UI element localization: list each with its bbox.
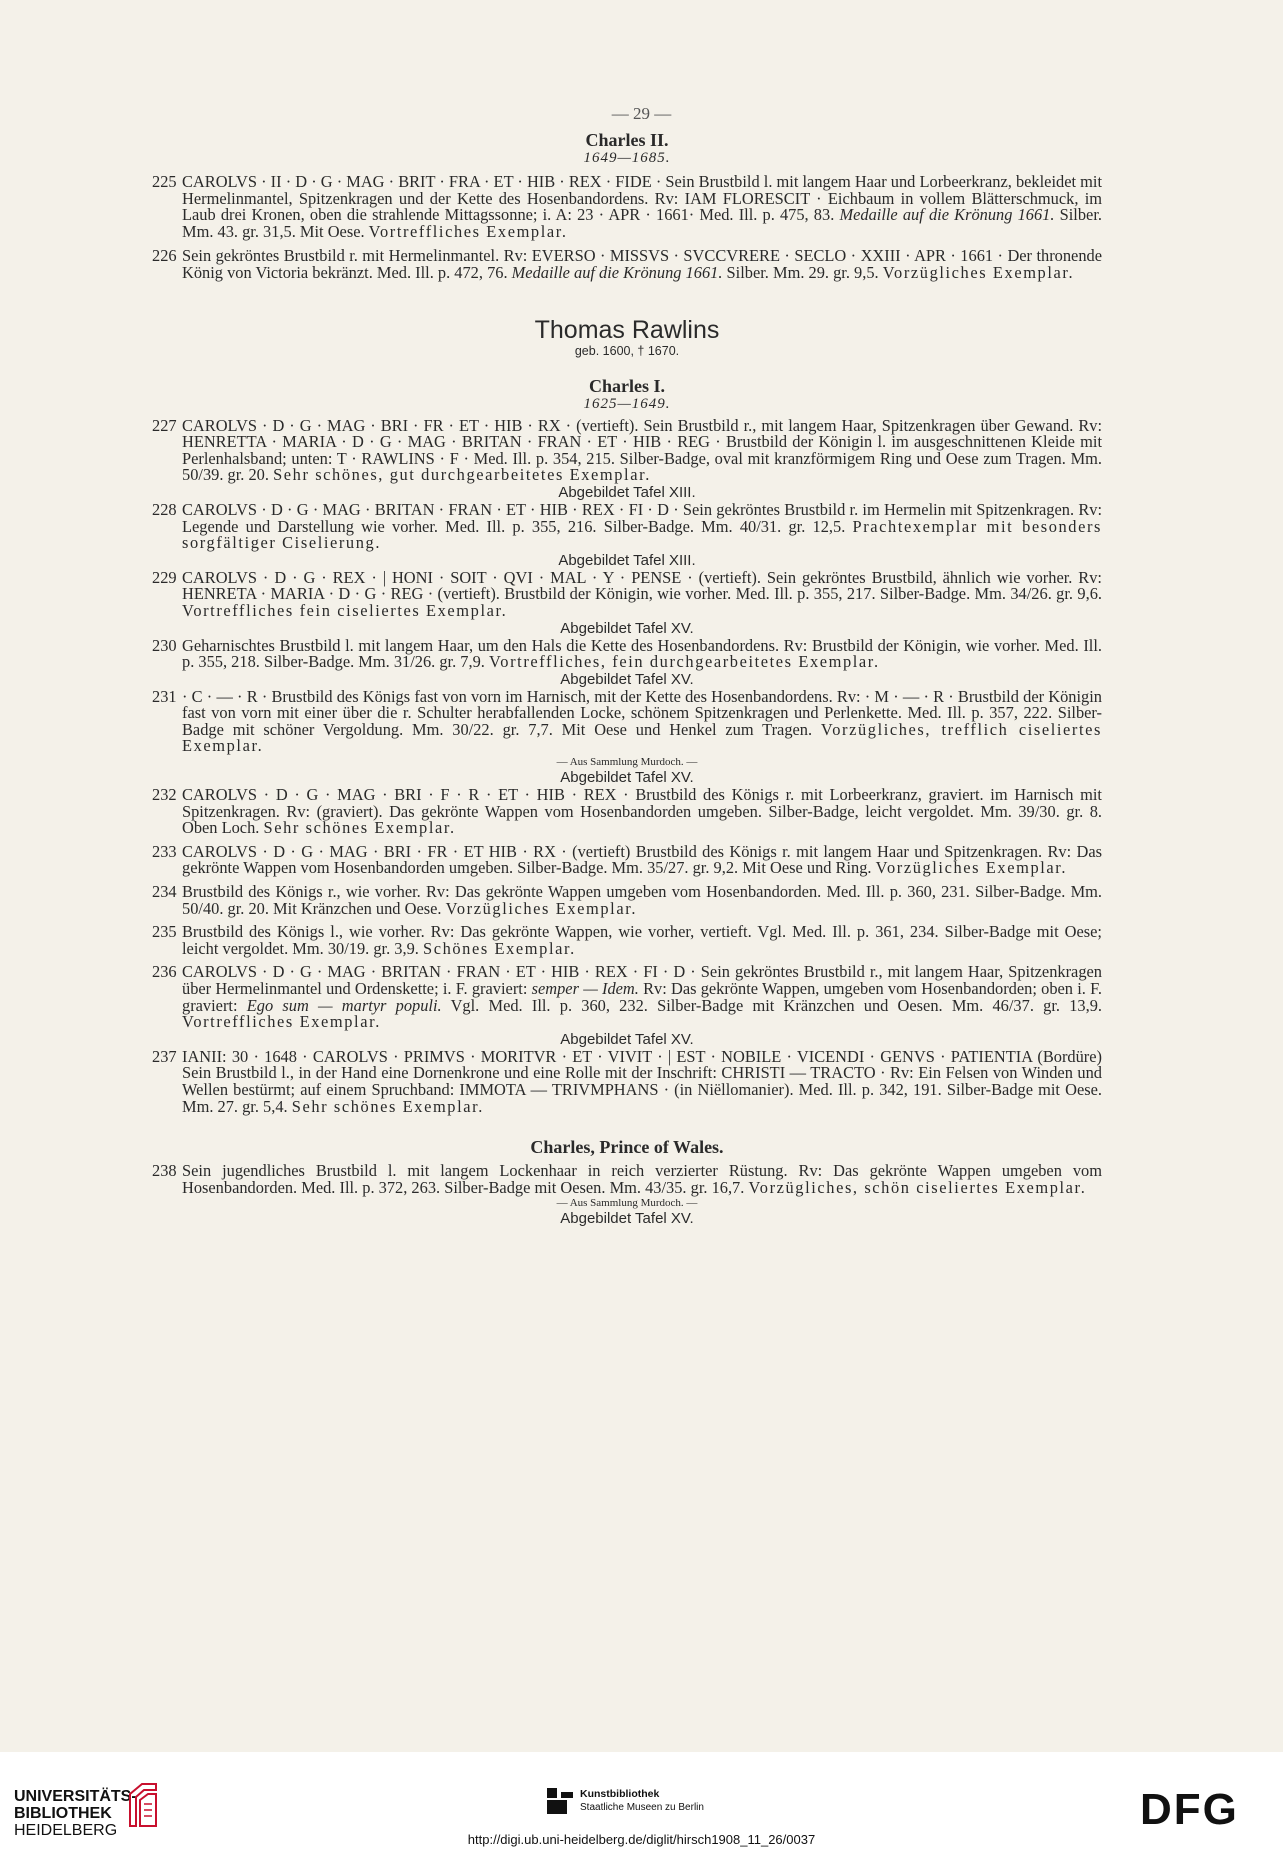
- plate-reference: Abgebildet Tafel XV.: [560, 670, 694, 688]
- plate-reference: Abgebildet Tafel XV.: [560, 1210, 694, 1228]
- page-number: — 29 —: [611, 104, 672, 123]
- catalog-entry-237: [152, 1046, 1102, 1116]
- entry-number: 231: [152, 686, 177, 706]
- catalog-entry-227: [152, 415, 1102, 485]
- entry-number: 238: [152, 1161, 177, 1181]
- dfg-logo: DFG: [1140, 1785, 1239, 1834]
- section-subtitle-rawlins: geb. 1600, † 1670.: [574, 343, 680, 358]
- entry-number: 234: [152, 882, 177, 902]
- section-title-thomas-rawlins: Thomas Rawlins: [534, 315, 720, 344]
- catalog-entry-230: [152, 635, 1102, 672]
- kunstbibliothek-text: Kunstbibliothek Staatliche Museen zu Berlin: [580, 1788, 704, 1813]
- kunstbibliothek-logo-icon: [547, 1788, 573, 1814]
- section-dates-charles-i: 1625—1649.: [583, 395, 671, 412]
- catalog-entry-231: [152, 686, 1102, 756]
- section-dates-charles-ii: 1649—1685.: [583, 150, 671, 166]
- catalog-entry-228: [152, 499, 1103, 553]
- catalog-content: [152, 100, 1102, 1228]
- section-title-charles-ii: Charles II.: [585, 130, 669, 150]
- plate-reference: Abgebildet Tafel XV.: [560, 619, 694, 637]
- catalog-entry-233: [152, 841, 1102, 878]
- entry-number: 228: [152, 499, 177, 519]
- provenance-note: — Aus Sammlung Murdoch. —: [556, 756, 698, 769]
- entry-number: 225: [152, 172, 177, 191]
- entry-number: 233: [152, 841, 177, 861]
- entry-number: 235: [152, 922, 177, 942]
- source-url[interactable]: http://digi.ub.uni-heidelberg.de/diglit/hirsch1908_11_26/0037: [467, 1832, 816, 1847]
- entry-number: 237: [152, 1046, 177, 1066]
- ub-heidelberg-logo-icon: [126, 1780, 158, 1828]
- entry-text: CAROLVS · D · G · MAG · BRITAN · FRAN · ET · HIB · REX · FI · D · Sein gekröntes Brustbild r. im Hermelin mit Spitzenkragen. Rv: Legende und Darstellung wie vorher. Med. Ill. p. 355, 216. Silber-Badge. Mm. 40/31. gr. 12,5. Prachtexemplar mit besonders sorgfältiger Ciselierung.: [182, 499, 1103, 553]
- catalog-entry-229: [152, 567, 1102, 620]
- ub-heidelberg-logo-text: UNIVERSITÄTS- BIBLIOTHEK HEIDELBERG: [14, 1788, 137, 1839]
- section-title-charles-i: Charles I.: [589, 375, 665, 396]
- entry-number: 227: [152, 415, 177, 435]
- catalog-entry-234: [152, 884, 1102, 917]
- entry-number: 236: [152, 962, 177, 982]
- entry-text: CAROLVS · D · G · MAG · BRI · F · R · ET · HIB · REX · Brustbild des Königs r. mit Lorbeerkranz, graviert. im Harnisch mit Spitzenkragen. Rv: (graviert). Das gekrönte Wappen vom Hosenbandorden umgeben. Silber-Badge, leicht vergoldet. Mm. 39/30. gr. 8. Oben Loch. Sehr schönes Exemplar.: [182, 785, 1102, 838]
- plate-reference: Abgebildet Tafel XV.: [560, 1030, 694, 1048]
- entry-text: IANII: 30 · 1648 · CAROLVS · PRIMVS · MORITVR · ET · VIVIT · | EST · NOBILE · VICENDI · GENVS · PATIENTIA (Bordüre) Sein Brustbild l., in der Hand eine Dornenkrone und eine Rolle mit der Inschrift: CHRISTI — TRACTO · Rv: Ein Felsen von Winden und Wellen bestürmt; auf einem Spruchband: IMMOTA — TRIVMPHANS · (in Niëllomanier). Med. Ill. p. 342, 191. Silber-Badge mit Oese. Mm. 27. gr. 5,4. Sehr schönes Exemplar.: [182, 1046, 1102, 1116]
- plate-reference: Abgebildet Tafel XIII.: [558, 551, 696, 569]
- entry-text: Sein gekröntes Brustbild r. mit Hermelinmantel. Rv: EVERSO · MISSVS · SVCCVRERE · SECLO · XXIII · APR · 1661 · Der thronende König von Victoria bekränzt. Med. Ill. p. 472, 76. Medaille auf die Krönung 1661. Silber. Mm. 29. gr. 9,5. Vorzügliches Exemplar.: [182, 246, 1102, 282]
- entry-text: Brustbild des Königs l., wie vorher. Rv: Das gekrönte Wappen, wie vorher, vertieft. Vgl. Med. Ill. p. 361, 234. Silber-Badge mit Oese; leicht vergoldet. Mm. 30/19. gr. 3,9. Schönes Exemplar.: [182, 922, 1102, 958]
- entry-text: Geharnischtes Brustbild l. mit langem Haar, um den Hals die Kette des Hosenbandordens. Rv: Brustbild der Königin, wie vorher. Med. Ill. p. 355, 218. Silber-Badge. Mm. 31/26. gr. 7,9. Vortreffliches, fein durchgearbeitetes Exemplar.: [182, 635, 1102, 672]
- entry-text: CAROLVS · D · G · MAG · BRITAN · FRAN · ET · HIB · REX · FI · D · Sein gekröntes Brustbild r., mit langem Haar, Spitzenkragen über Hermelinmantel und Ordenskette; i. F. graviert: semper — Idem. Rv: Das gekrönte Wappen, umgeben vom Hosenbandorden; oben i. F. graviert: Ego sum — martyr populi. Vgl. Med. Ill. p. 360, 232. Silber-Badge mit Kränzchen und Oesen. Mm. 46/37. gr. 13,9. Vortreffliches Exemplar.: [182, 962, 1103, 1032]
- catalog-entry-225: [152, 174, 1102, 240]
- entry-text: · C · — · R · Brustbild des Königs fast von vorn im Harnisch, mit der Kette des Hosenbandordens. Rv: · M · — · R · Brustbild der Königin fast von vorn mit einer über die r. Schulter herabfallenden Locke, schönem Spitzenkragen und Perlenkette. Med. Ill. p. 357, 222. Silber-Badge mit schöner Vergoldung. Mm. 30/22. gr. 7,7. Mit Oese und Henkel zum Tragen. Vorzügliches, trefflich ciseliertes Exemplar.: [182, 686, 1102, 756]
- catalog-entry-232: [152, 787, 1102, 837]
- provenance-note: — Aus Sammlung Murdoch. —: [556, 1197, 698, 1210]
- entry-text: CAROLVS · II · D · G · MAG · BRIT · FRA · ET · HIB · REX · FIDE · Sein Brustbild l. mit langem Haar und Lorbeerkranz, bekleidet mit Hermelinmantel, Spitzenkragen und der Kette des Hosenbandordens. Rv: IAM FLORESCIT · Eichbaum in vollem Blätterschmuck, im Laub drei Kronen, oben die strahlende Mittagssonne; i. A: 23 · APR · 1661· Med. Ill. p. 475, 83. Medaille auf die Krönung 1661. Silber. Mm. 43. gr. 31,5. Mit Oese. Vortreffliches Exemplar.: [182, 172, 1102, 241]
- catalog-entry-238: [152, 1163, 1102, 1196]
- catalog-entry-236: [152, 964, 1102, 1030]
- entry-text: CAROLVS · D · G · MAG · BRI · FR · ET HIB · RX · (vertieft) Brustbild des Königs r. mit langem Haar und Spitzenkragen. Rv: Das gekrönte Wappen vom Hosenbandorden umgeben. Silber-Badge. Mm. 35/27. gr. 9,2. Mit Oese und Ring. Vorzügliches Exemplar.: [182, 841, 1102, 878]
- catalog-entry-235: [152, 924, 1102, 957]
- digitization-footer: [0, 1752, 1283, 1849]
- section-title-prince-of-wales: Charles, Prince of Wales.: [530, 1137, 724, 1158]
- entry-number: 226: [152, 246, 177, 266]
- entry-text: Sein jugendliches Brustbild l. mit langem Lockenhaar in reich verzierter Rüstung. Rv: Das gekrönte Wappen umgeben vom Hosenbandorden. Med. Ill. p. 372, 263. Silber-Badge mit Oesen. Mm. 43/35. gr. 16,7. Vorzügliches, schön ciseliertes Exemplar.: [182, 1161, 1102, 1197]
- entry-text: CAROLVS · D · G · MAG · BRI · FR · ET · HIB · RX · (vertieft). Sein Brustbild r., mit langem Haar, Spitzenkragen über Gewand. Rv: HENRETTA · MARIA · D · G · MAG · BRITAN · FRAN · ET · HIB · REG · Brustbild der Königin l. im ausgeschnittenen Kleide mit Perlenhalsband; unten: T · RAWLINS · F · Med. Ill. p. 354, 215. Silber-Badge, oval mit kranzförmigem Ring und Oese zum Tragen. Mm. 50/39. gr. 20. Sehr schönes, gut durchgearbeitetes Exemplar.: [182, 415, 1102, 485]
- entry-text: CAROLVS · D · G · REX · | HONI · SOIT · QVI · MAL · Y · PENSE · (vertieft). Sein gekröntes Brustbild, ähnlich wie vorher. Rv: HENRETA · MARIA · D · G · REG · (vertieft). Brustbild der Königin, wie vorher. Med. Ill. p. 355, 217. Silber-Badge. Mm. 34/26. gr. 9,6. Vortreffliches fein ciseliertes Exemplar.: [182, 567, 1102, 620]
- plate-reference: Abgebildet Tafel XV.: [560, 769, 694, 787]
- entry-number: 230: [152, 635, 177, 655]
- entry-number: 232: [152, 785, 177, 805]
- catalog-entry-226: [152, 248, 1102, 281]
- entry-number: 229: [152, 567, 177, 587]
- entry-text: Brustbild des Königs r., wie vorher. Rv: Das gekrönte Wappen umgeben vom Hosenbandorden. Med. Ill. p. 360, 231. Silber-Badge. Mm. 50/40. gr. 20. Mit Kränzchen und Oese. Vorzügliches Exemplar.: [182, 882, 1102, 918]
- plate-reference: Abgebildet Tafel XIII.: [558, 483, 696, 501]
